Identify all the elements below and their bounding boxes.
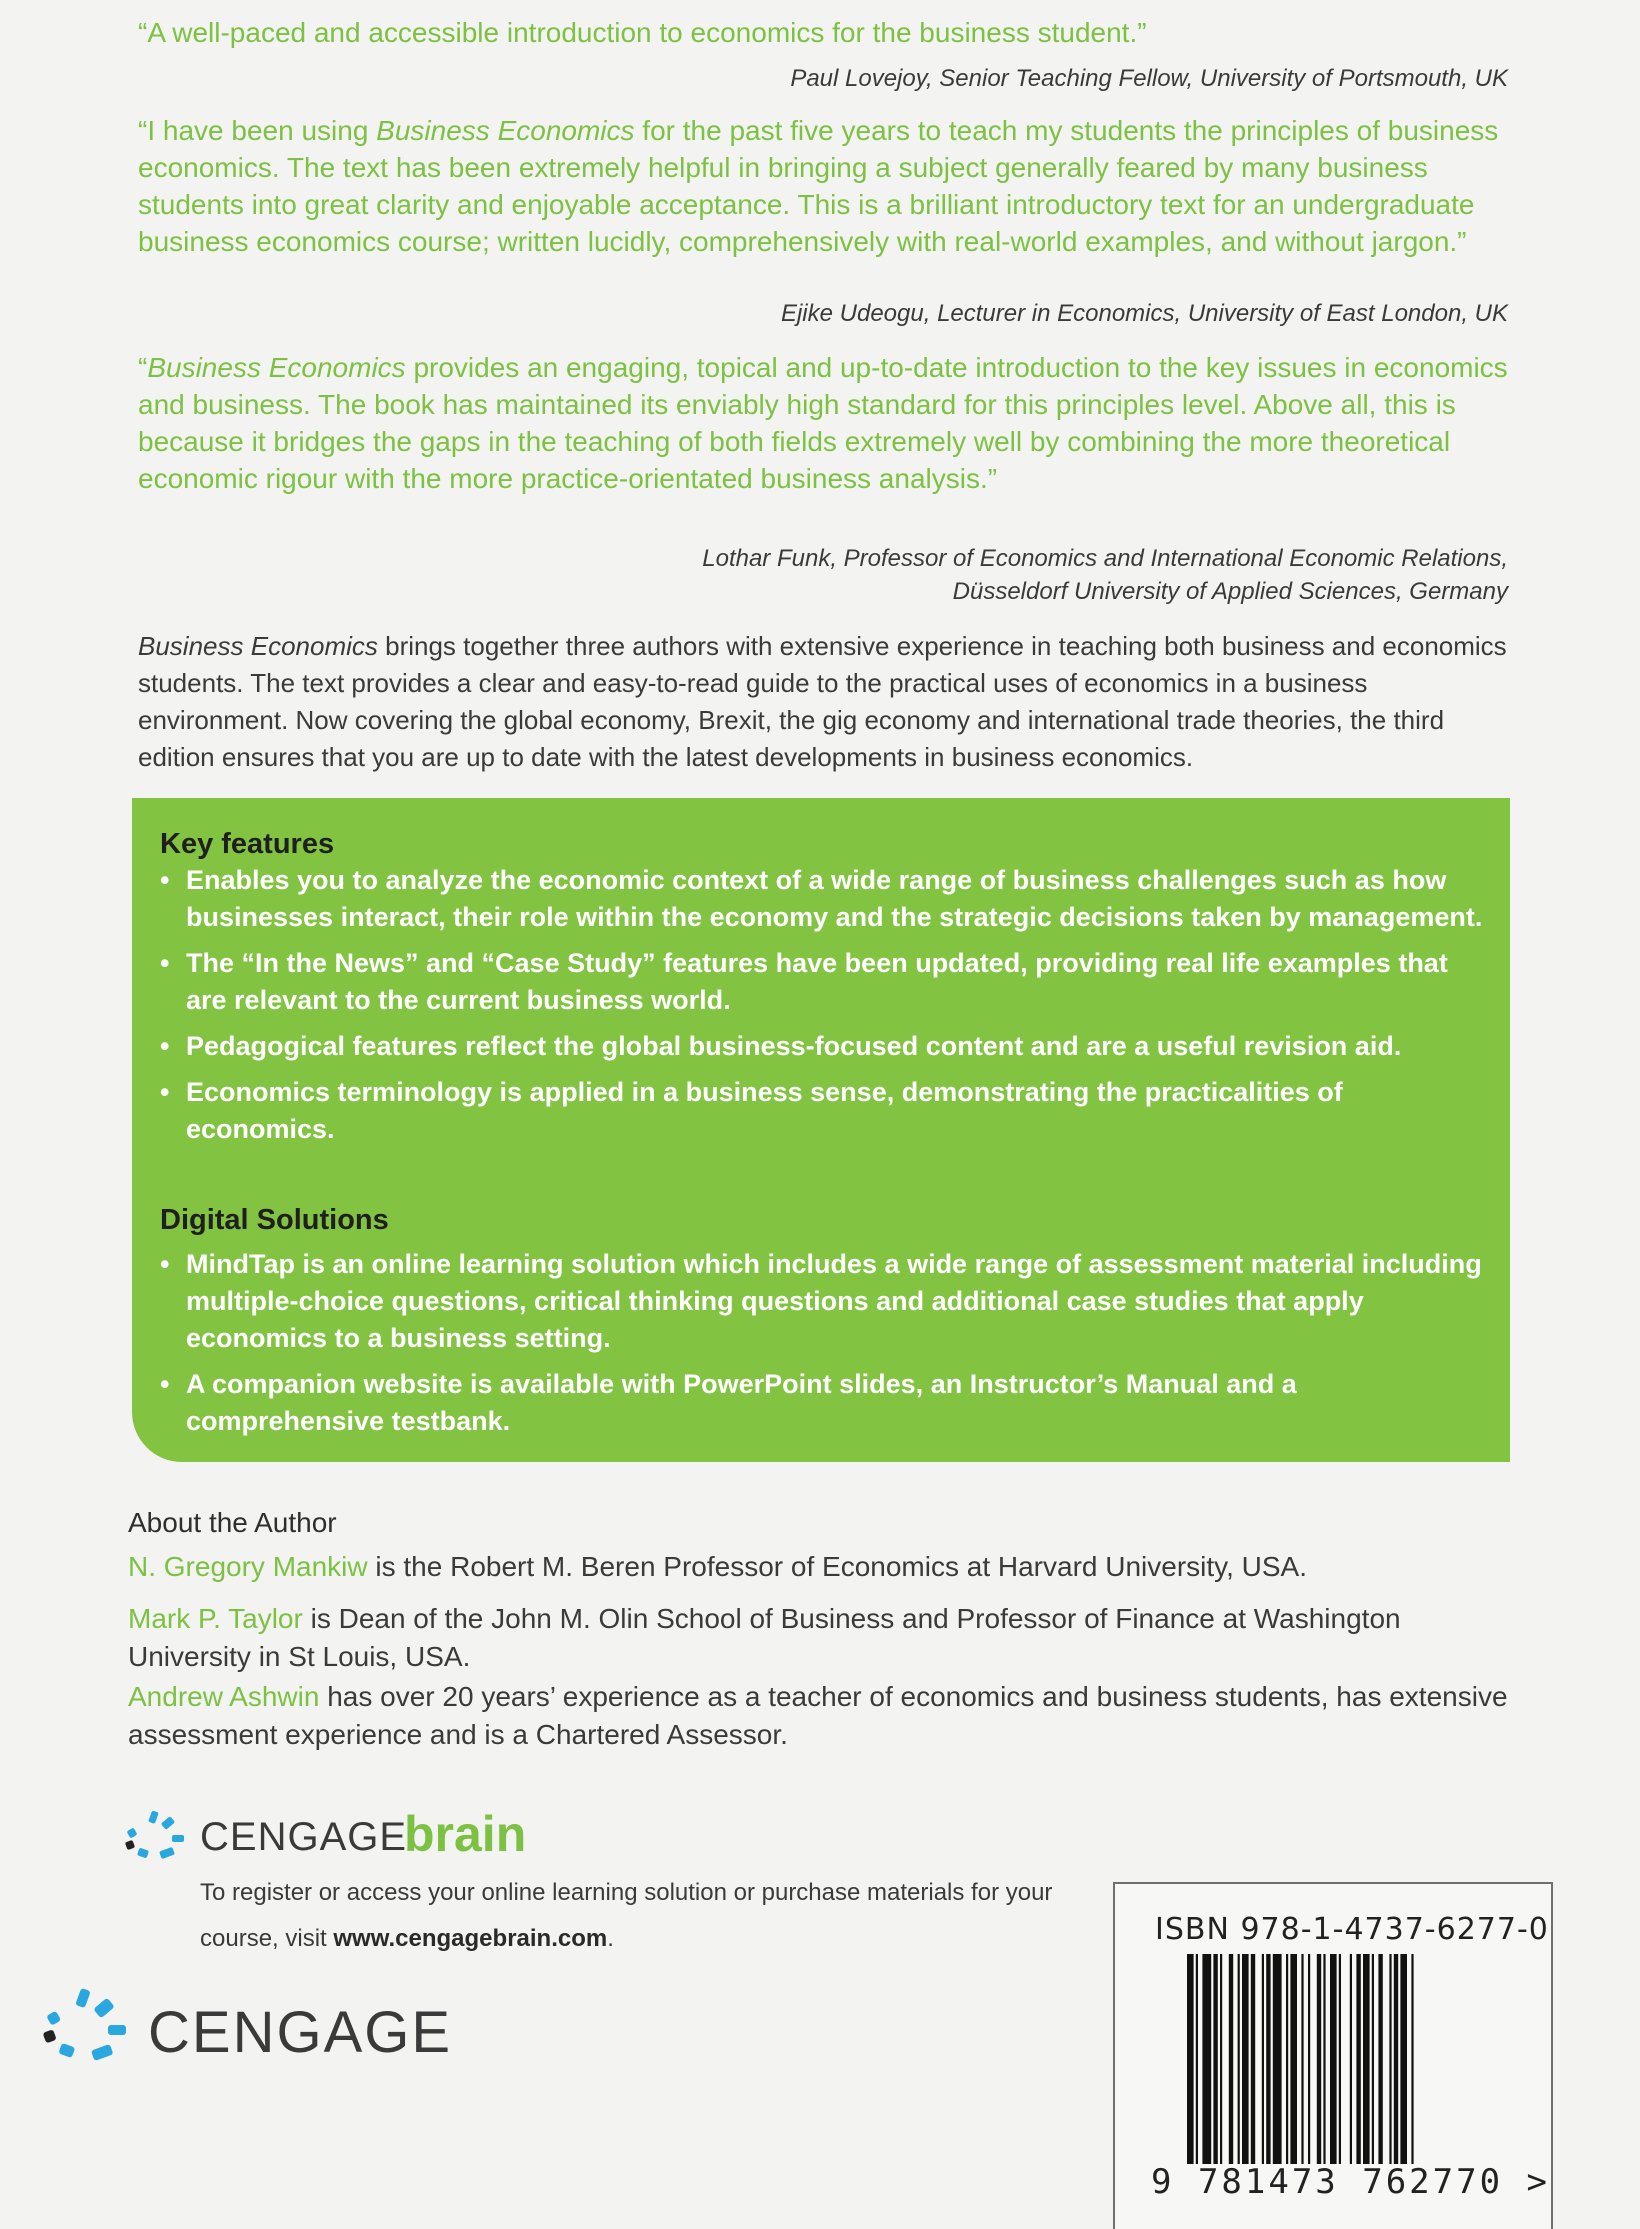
key-features-list (156, 862, 1486, 1157)
barcode-bar (1251, 1954, 1255, 2164)
author-name: N. Gregory Mankiw (128, 1551, 368, 1582)
author-bio (128, 1600, 1508, 1676)
barcode-bar (1286, 1954, 1288, 2164)
barcode-bar (1330, 1954, 1337, 2164)
barcode-bar (1262, 1954, 1264, 2164)
list-item: • A companion website is available with PowerPoint slides, an Instructor’s Manual and a comprehensive testbank. (156, 1366, 1486, 1440)
list-item: • MindTap is an online learning solution which includes a wide range of assessment material including multiple-choice questions, critical thinking questions and additional case studies that apply economics to a business setting. (156, 1246, 1486, 1357)
register-instructions (200, 1870, 1080, 1962)
barcode-bar (1308, 1954, 1310, 2164)
quote-3-prefix: “ (138, 352, 148, 383)
barcode-bar (1350, 1954, 1352, 2164)
quote-2-attribution (781, 297, 1508, 330)
book-description (138, 628, 1518, 776)
barcode-bar (1202, 1954, 1211, 2164)
quote-3-attribution-line-2: Düsseldorf University of Applied Sciences, Germany (952, 578, 1508, 605)
list-item: • Economics terminology is applied in a business sense, demonstrating the practicalities of economics. (156, 1074, 1486, 1148)
register-end: . (607, 1925, 614, 1952)
quote-2-attribution-line: Ejike Udeogu, Lecturer in Economics, University of East London, UK (780, 300, 1508, 327)
register-text: To register or access your online learning solution or purchase materials for your course, visit (200, 1879, 1053, 1952)
barcode-bar (1266, 1954, 1270, 2164)
cengage-mark-icon (124, 1809, 188, 1865)
book-description-text: brings together three authors with extensive experience in teaching both business and economics students. The text provides a clear and easy-to-read guide to the practical uses of economics in a business environment. Now covering the global economy, Brexit, the gig economy and international trade theories, the third edition ensures that you are up to date with the latest developments in business economics. (138, 631, 1507, 772)
quote-1-attribution-line: Paul Lovejoy, Senior Teaching Fellow, University of Portsmouth, UK (790, 65, 1508, 92)
barcode-bar (1273, 1954, 1282, 2164)
barcode-bar (1229, 1954, 1233, 2164)
author-bio (128, 1548, 1508, 1586)
quote-3-attribution (702, 542, 1508, 608)
quote-1-text: “A well-paced and accessible introduction to economics for the business student.” (138, 17, 1147, 48)
barcode-bar (1389, 1954, 1391, 2164)
barcode-bar (1301, 1954, 1303, 2164)
cengagebrain-logo-brain: brain (404, 1806, 527, 1862)
author-bio (128, 1678, 1508, 1754)
cengagebrain-logo (124, 1805, 684, 1865)
features-panel (132, 798, 1510, 1462)
barcode-bar (1356, 1954, 1360, 2164)
quote-2-text: for the past five years to teach my students the principles of business economics. The text has been extremely helpful in bringing a subject generally feared by many business students into great clarity and enjoyable acceptance. This is a brilliant introductory text for an undergraduate business economics course; written lucidly, comprehensively with real-world examples, and without jargon.” (138, 115, 1499, 257)
about-author-heading: About the Author (128, 1507, 337, 1538)
cengage-publisher-logo (40, 1985, 460, 2075)
barcode-bar (1400, 1954, 1407, 2164)
author-bio-text: is the Robert M. Beren Professor of Economics at Harvard University, USA. (367, 1551, 1307, 1582)
digital-solutions-heading: Digital Solutions (160, 1204, 389, 1236)
digital-solutions-list (156, 1246, 1486, 1449)
quote-3 (138, 349, 1518, 497)
author-name: Mark P. Taylor (128, 1603, 303, 1634)
cengagebrain-logo-text: CENGAGE (200, 1815, 408, 1859)
book-description-title: Business Economics (138, 631, 378, 661)
barcode-box (1113, 1882, 1553, 2229)
barcode-icon (1187, 1954, 1487, 2164)
barcode-bar (1378, 1954, 1382, 2164)
barcode-bar (1339, 1954, 1341, 2164)
barcode-bar (1196, 1954, 1198, 2164)
quote-2-book-title: Business Economics (376, 115, 635, 146)
list-item: • Enables you to analyze the economic context of a wide range of business challenges such as how businesses interact, their role within the economy and the strategic decisions taken by management. (156, 862, 1486, 936)
barcode-bar (1220, 1954, 1222, 2164)
quote-3-book-title: Business Economics (147, 352, 406, 383)
author-bio-text: is Dean of the John M. Olin School of Business and Professor of Finance at Washington University in St Louis, USA. (128, 1603, 1401, 1672)
barcode-digits: 9 781473 762770 > (1151, 2162, 1550, 2202)
barcode-bar (1238, 1954, 1240, 2164)
barcode-bar (1323, 1954, 1325, 2164)
cengage-logo-text: CENGAGE (148, 2000, 453, 2065)
quote-3-attribution-line-1: Lothar Funk, Professor of Economics and International Economic Relations, (702, 545, 1508, 572)
cengage-mark-icon (40, 1985, 130, 2075)
quote-1 (138, 14, 1518, 51)
author-bio-text: has over 20 years’ experience as a teacher of economics and business students, has extensive assessment experience and is a Chartered Assessor. (128, 1681, 1508, 1750)
barcode-bar (1317, 1954, 1321, 2164)
quote-2-prefix: “I have been using (138, 115, 377, 146)
list-item: • The “In the News” and “Case Study” features have been updated, providing real life examples that are relevant to the current business world. (156, 945, 1486, 1019)
list-item: • Pedagogical features reflect the global business-focused content and are a useful revision aid. (156, 1028, 1486, 1065)
author-name: Andrew Ashwin (128, 1681, 320, 1712)
barcode-bar (1187, 1954, 1194, 2164)
key-features-heading: Key features (160, 828, 335, 860)
barcode-bar (1290, 1954, 1297, 2164)
barcode-bar (1213, 1954, 1217, 2164)
barcode-bar (1363, 1954, 1370, 2164)
barcode-bar (1411, 1954, 1413, 2164)
cengagebrain-url[interactable]: www.cengagebrain.com (333, 1925, 608, 1952)
barcode-bar (1394, 1954, 1398, 2164)
isbn-label: ISBN 978-1-4737-6277-0 (1155, 1912, 1549, 1947)
barcode-bar (1242, 1954, 1249, 2164)
barcode-bar (1372, 1954, 1374, 2164)
quote-1-attribution (790, 62, 1508, 95)
quote-2 (138, 112, 1518, 260)
quote-3-text: provides an engaging, topical and up-to-date introduction to the key issues in economics and business. The book has maintained its enviably high standard for this principles level. Above all, this is because it bridges the gaps in the teaching of both fields extremely well by combining the more theoretical economic rigour with the more practice-orientated business analysis.” (138, 352, 1508, 494)
